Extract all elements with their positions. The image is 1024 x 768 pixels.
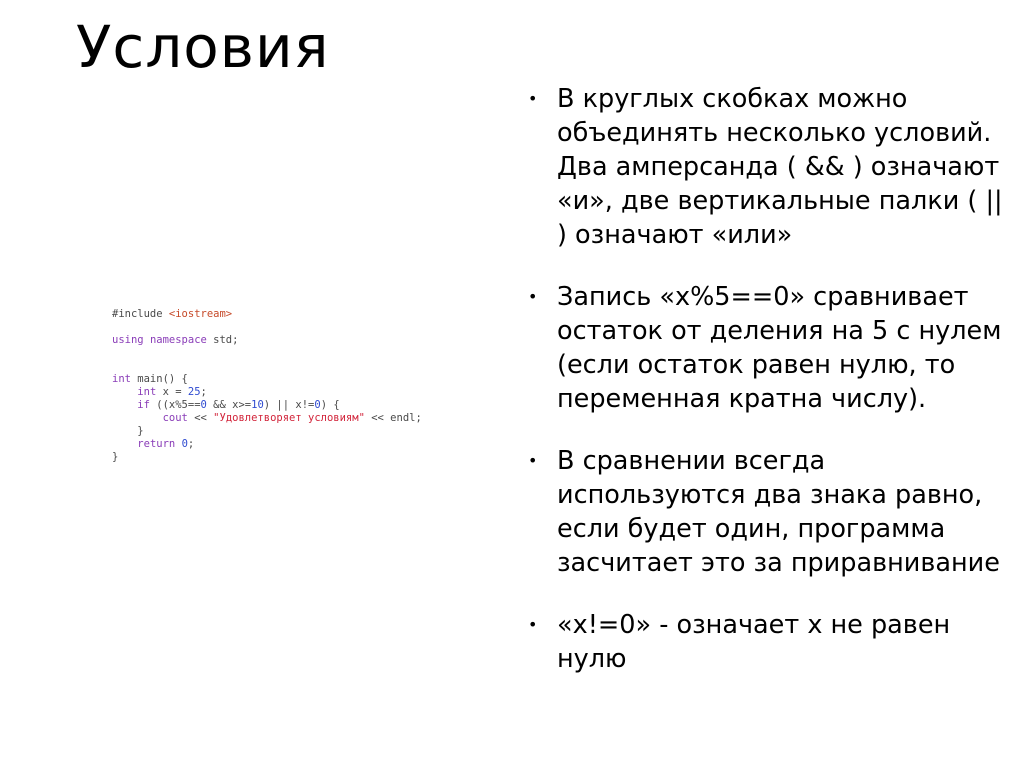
code-close-outer: } bbox=[112, 451, 119, 463]
slide-title: Условия bbox=[76, 13, 330, 81]
code-if-part2: && x>= bbox=[206, 399, 252, 411]
code-if-number3: 0 bbox=[314, 399, 321, 411]
code-if-number1: 0 bbox=[200, 399, 207, 411]
bullet-list bbox=[528, 82, 1014, 704]
code-if-keyword: if bbox=[137, 399, 150, 411]
code-include-header: <iostream> bbox=[168, 308, 233, 320]
code-if-part3: ) || x!= bbox=[263, 399, 315, 411]
code-line-declaration bbox=[112, 386, 492, 399]
code-namespace-keyword: namespace bbox=[149, 334, 207, 346]
code-if-number2: 10 bbox=[251, 399, 264, 411]
code-line-blank bbox=[112, 321, 492, 334]
bullet-item bbox=[528, 82, 1014, 252]
bullet-item bbox=[528, 608, 1014, 676]
code-namespace-rest: std; bbox=[206, 334, 239, 346]
code-return-keyword: return bbox=[137, 438, 176, 450]
code-include-directive: #include bbox=[112, 308, 163, 320]
bullet-marker: • bbox=[528, 89, 538, 108]
code-decl-type: int bbox=[137, 386, 157, 398]
code-main-type: int bbox=[112, 373, 131, 385]
code-line-main bbox=[112, 373, 492, 386]
code-cout-keyword: cout bbox=[162, 412, 188, 424]
code-close-inner: } bbox=[137, 425, 144, 437]
code-line-cout bbox=[112, 412, 492, 425]
code-line-close-if bbox=[112, 425, 492, 438]
bullet-marker: • bbox=[528, 615, 538, 634]
code-cout-operator: << bbox=[187, 412, 214, 424]
code-return-end: ; bbox=[187, 438, 195, 450]
code-decl-rest: x = bbox=[156, 386, 188, 398]
code-snippet bbox=[112, 308, 492, 464]
bullet-marker: • bbox=[528, 287, 538, 306]
code-cout-string: "Удовлетворяет условиям" bbox=[213, 412, 365, 424]
code-line-close-main bbox=[112, 451, 492, 464]
code-line-blank bbox=[112, 360, 492, 373]
code-line-return bbox=[112, 438, 492, 451]
bullet-item bbox=[528, 280, 1014, 416]
code-decl-end: ; bbox=[200, 386, 207, 398]
bullet-text: Запись «x%5==0» сравнивает остаток от деления на 5 с нулем (если остаток равен нулю, то переменная кратна числу). bbox=[557, 282, 1002, 414]
bullet-marker: • bbox=[528, 451, 538, 470]
bullet-text: В круглых скобках можно объединять несколько условий. Два амперсанда ( && ) означают «и», две вертикальные палки ( || ) означают «или» bbox=[557, 84, 1003, 250]
code-line-blank bbox=[112, 347, 492, 360]
code-cout-end: << endl; bbox=[364, 412, 422, 424]
code-line-if bbox=[112, 399, 492, 412]
code-if-part4: ) { bbox=[320, 399, 340, 411]
bullet-text: В сравнении всегда используются два знака равно, если будет один, программа засчитает это за приравнивание bbox=[557, 446, 1000, 578]
code-main-signature: main() { bbox=[130, 373, 188, 385]
bullet-item bbox=[528, 444, 1014, 580]
code-return-value: 0 bbox=[181, 438, 188, 450]
code-line-using bbox=[112, 334, 492, 347]
code-using-keyword: using bbox=[112, 334, 144, 346]
code-decl-value: 25 bbox=[187, 386, 201, 398]
code-line-include bbox=[112, 308, 492, 321]
code-if-part1: ((x%5== bbox=[149, 399, 201, 411]
bullet-text: «x!=0» - означает x не равен нулю bbox=[557, 610, 951, 674]
